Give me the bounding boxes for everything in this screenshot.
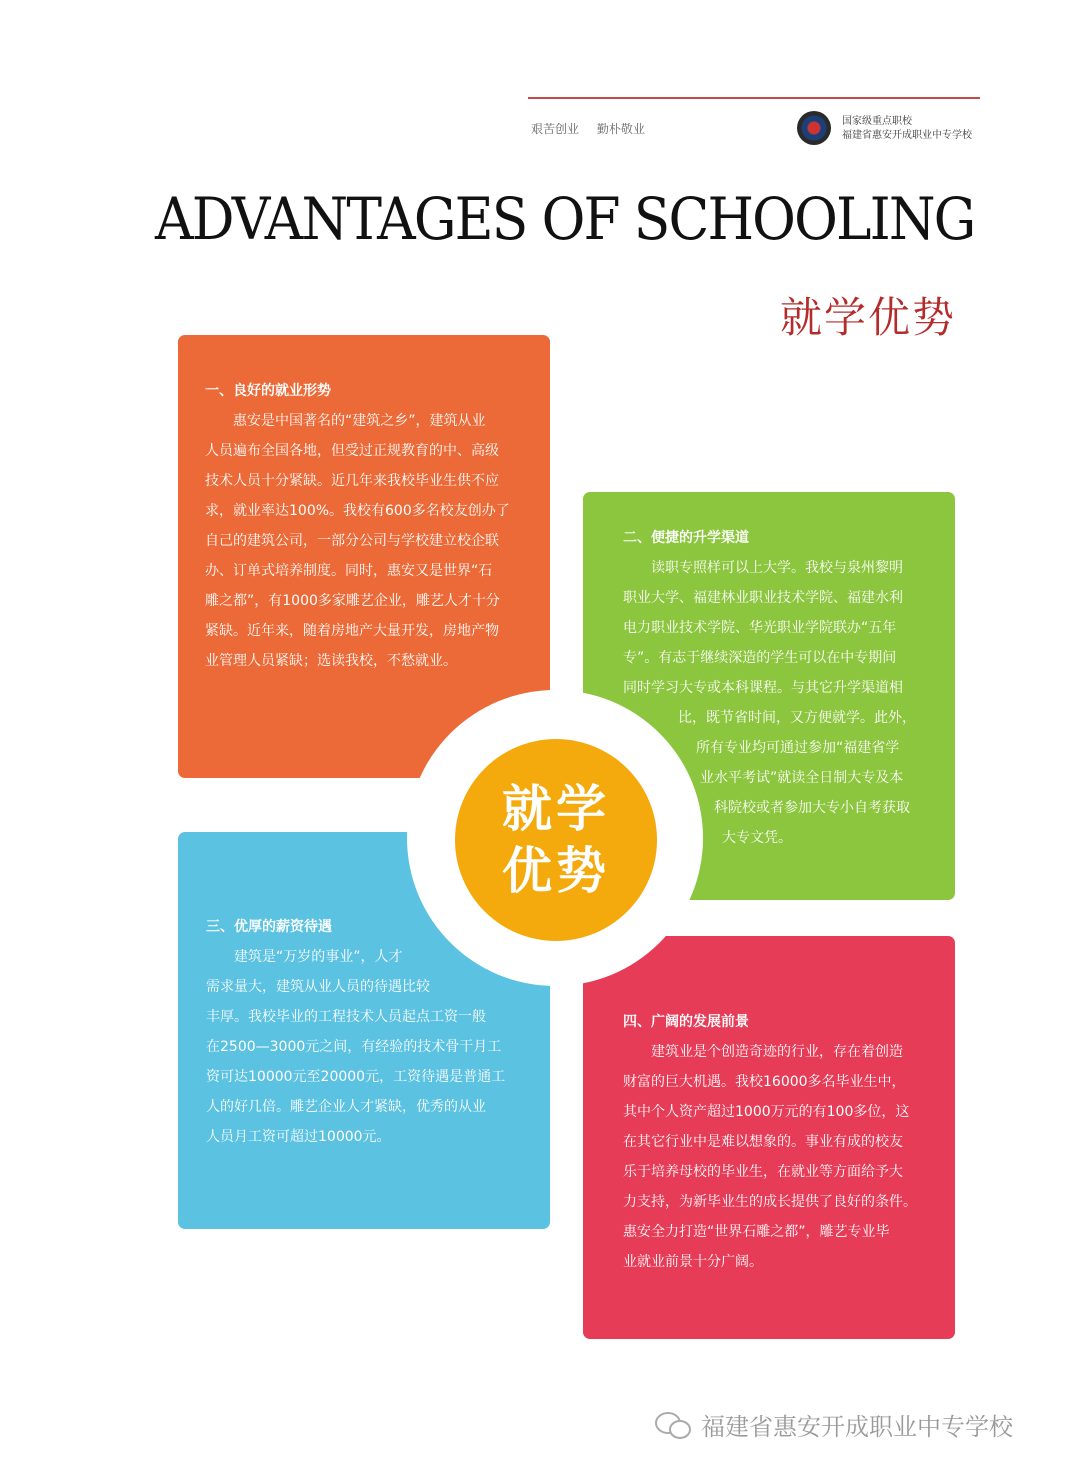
section-line: 自己的建筑公司，一部分公司与学校建立校企联 xyxy=(205,533,499,549)
section-line: 乐于培养母校的毕业生，在就业等方面给予大 xyxy=(623,1164,903,1180)
section-card-prospects xyxy=(583,936,955,1339)
section-line: 需求量大，建筑从业人员的待遇比较 xyxy=(206,979,430,995)
section-line: 力支持，为新毕业生的成长提供了良好的条件。 xyxy=(623,1194,917,1210)
section-line: 财富的巨大机遇。我校16000多名毕业生中， xyxy=(623,1074,906,1090)
section-line: 电力职业技术学院、华光职业学院联办“五年 xyxy=(623,620,897,636)
header-divider xyxy=(528,97,980,99)
section-line: 大专文凭。 xyxy=(722,830,792,846)
section-heading: 三、优厚的薪资待遇 xyxy=(206,919,332,935)
section-line: 惠安是中国著名的“建筑之乡”，建筑从业 xyxy=(205,413,486,429)
section-line: 技术人员十分紧缺。近几年来我校毕业生供不应 xyxy=(205,473,499,489)
section-line: 求，就业率达100%。我校有600多名校友创办了 xyxy=(205,503,510,519)
section-line: 紧缺。近年来，随着房地产大量开发，房地产物 xyxy=(205,623,499,639)
school-name xyxy=(842,115,972,143)
section-line: 所有专业均可通过参加“福建省学 xyxy=(696,740,900,756)
center-line-2: 优势 xyxy=(502,842,610,900)
section-line: 职业大学、福建林业职业技术学院、福建水利 xyxy=(623,590,903,606)
section-heading: 二、便捷的升学渠道 xyxy=(623,530,749,546)
wechat-icon xyxy=(655,1410,695,1440)
section-line: 办、订单式培养制度。同时，惠安又是世界“石 xyxy=(205,563,493,579)
section-line: 在其它行业中是难以想象的。事业有成的校友 xyxy=(623,1134,903,1150)
section-line: 业水平考试”就读全日制大专及本 xyxy=(700,770,904,786)
section-line: 其中个人资产超过1000万元的有100多位，这 xyxy=(623,1104,910,1120)
school-logo-icon xyxy=(797,111,831,145)
center-badge-text xyxy=(496,778,616,902)
section-line: 建筑业是个创造奇迹的行业，存在着创造 xyxy=(623,1044,903,1060)
section-line: 同时学习大专或本科课程。与其它升学渠道相 xyxy=(623,680,903,696)
section-line: 专”。有志于继续深造的学生可以在中专期间 xyxy=(623,650,897,666)
school-name-line-1: 国家级重点职校 xyxy=(842,116,912,127)
school-name-line-2: 福建省惠安开成职业中专学校 xyxy=(842,130,972,141)
motto-2: 勤朴敬业 xyxy=(596,122,645,136)
section-line: 比，既节省时间，又方便就学。此外， xyxy=(678,710,916,726)
section-line: 人员遍布全国各地，但受过正规教育的中、高级 xyxy=(205,443,499,459)
footer-watermark xyxy=(655,1407,1013,1442)
chinese-title: 就学优势 xyxy=(780,293,957,342)
section-line: 丰厚。我校毕业的工程技术人员起点工资一般 xyxy=(206,1009,486,1025)
section-heading: 一、良好的就业形势 xyxy=(205,383,331,399)
section-line: 雕之都”，有1000多家雕艺企业，雕艺人才十分 xyxy=(205,593,500,609)
section-line: 惠安全力打造“世界石雕之都”，雕艺专业毕 xyxy=(623,1224,890,1240)
school-motto xyxy=(531,120,659,137)
english-title: ADVANTAGES OF SCHOOLING xyxy=(155,185,975,253)
motto-1: 艰苦创业 xyxy=(531,122,580,136)
section-line: 在2500—3000元之间，有经验的技术骨干月工 xyxy=(206,1039,502,1055)
center-line-1: 就学 xyxy=(502,780,610,838)
section-line: 人员月工资可超过10000元。 xyxy=(206,1129,391,1145)
section-line: 建筑是“万岁的事业”，人才 xyxy=(206,949,403,965)
section-line: 人的好几倍。雕艺企业人才紧缺，优秀的从业 xyxy=(206,1099,486,1115)
section-line: 业就业前景十分广阔。 xyxy=(623,1254,763,1270)
section-line: 业管理人员紧缺；选读我校，不愁就业。 xyxy=(205,653,457,669)
center-badge xyxy=(455,739,657,941)
section-line: 科院校或者参加大专小自考获取 xyxy=(714,800,910,816)
section-line: 读职专照样可以上大学。我校与泉州黎明 xyxy=(623,560,903,576)
section-line: 资可达10000元至20000元，工资待遇是普通工 xyxy=(206,1069,506,1085)
section-heading: 四、广阔的发展前景 xyxy=(623,1014,749,1030)
footer-text: 福建省惠安开成职业中专学校 xyxy=(701,1413,1013,1441)
